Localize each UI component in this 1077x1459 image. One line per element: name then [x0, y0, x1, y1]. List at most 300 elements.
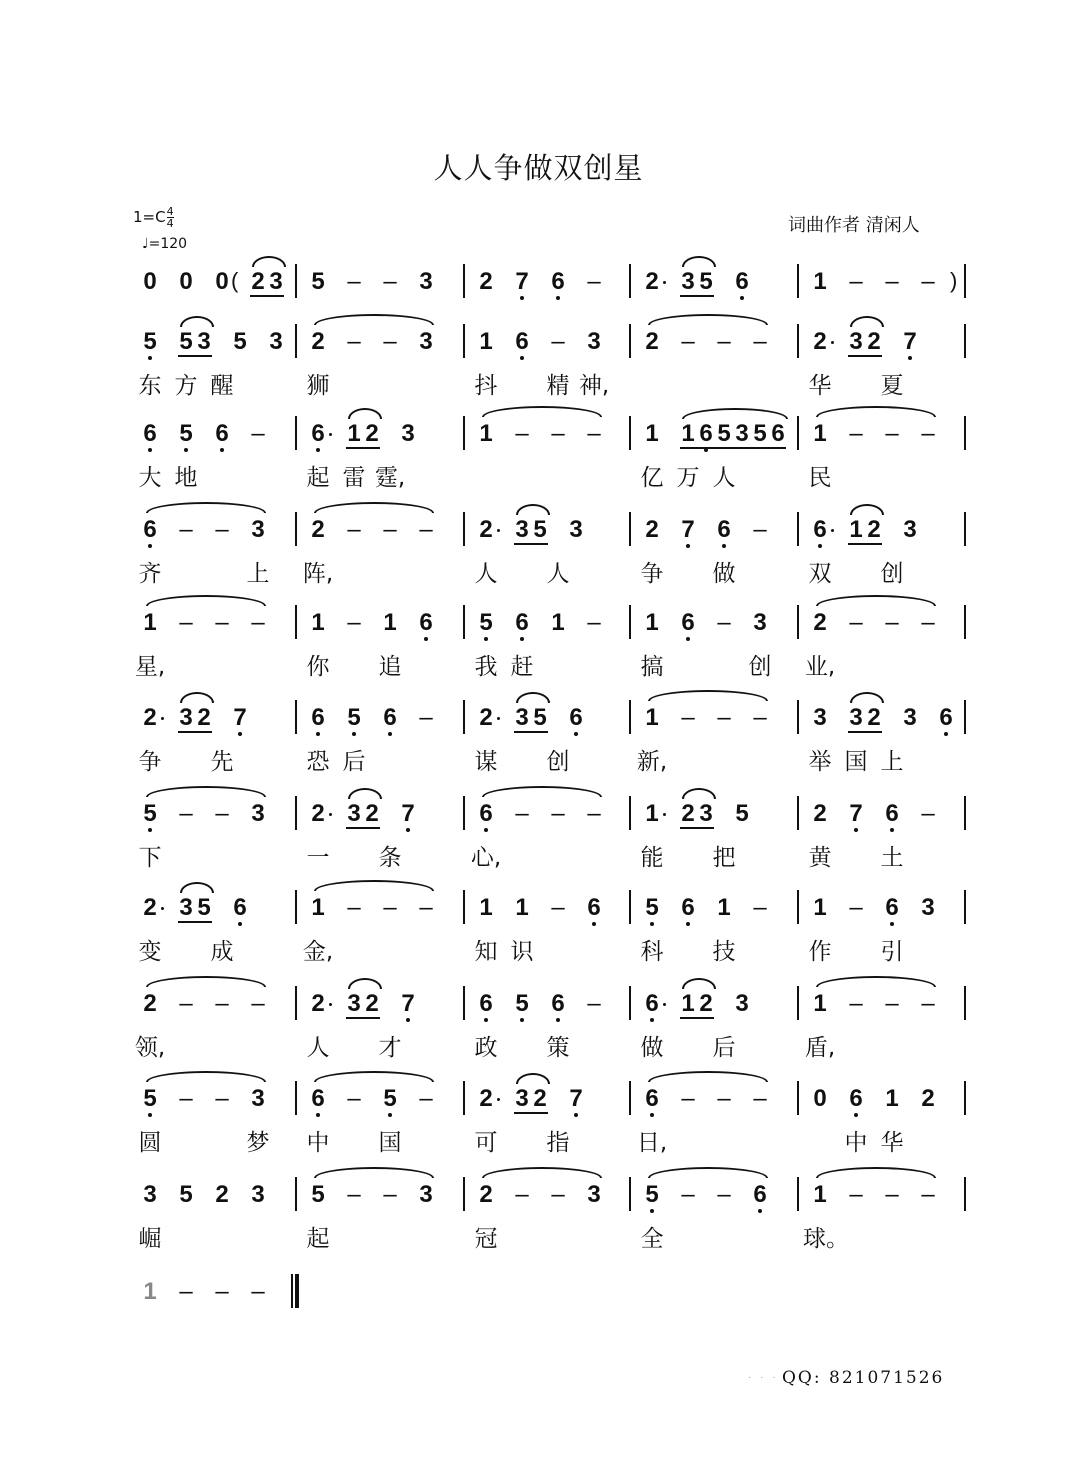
lyric-syllable: 赶 [510, 654, 534, 680]
note: 1 [813, 1181, 827, 1208]
note: 3 [251, 516, 265, 543]
lyric-syllable: 华 [880, 1130, 904, 1156]
tie-arc [146, 1071, 266, 1082]
note: 5 [645, 894, 659, 921]
barline [964, 416, 966, 450]
low-octave-dot [908, 356, 912, 360]
tempo-value: =120 [148, 236, 188, 252]
note: 1 [813, 894, 827, 921]
note: 7 [903, 328, 917, 355]
lyric-syllable: 争 [640, 561, 664, 587]
note: 3 [569, 516, 583, 543]
tie-arc [482, 1167, 602, 1178]
lyric-syllable: 争 [138, 749, 162, 775]
barline [295, 890, 297, 924]
note: 6 [645, 990, 659, 1017]
low-octave-dot [184, 448, 188, 452]
dash-note: – [921, 609, 935, 636]
lyric-syllable: 把 [712, 845, 736, 871]
barline [797, 512, 799, 546]
dash-note: – [215, 609, 229, 636]
dash-note: – [347, 268, 361, 295]
tie-arc [314, 880, 434, 891]
note: 2 [143, 990, 157, 1017]
low-octave-dot [686, 637, 690, 641]
lyric-syllable: 起 [306, 1226, 330, 1252]
note: 3 [515, 704, 529, 731]
note: 6 [143, 420, 157, 447]
note: 6 [753, 1181, 767, 1208]
lyric-syllable: 搞 [640, 654, 664, 680]
low-octave-dot [722, 544, 726, 548]
lyric-syllable: 上 [246, 561, 270, 587]
dash-note: – [347, 1181, 361, 1208]
note: 1 [717, 894, 731, 921]
note: 2 [365, 990, 379, 1017]
dash-note: – [717, 1085, 731, 1112]
barline [463, 796, 465, 830]
note: 2 [311, 990, 325, 1017]
dash-note: – [383, 268, 397, 295]
note: 5 [699, 268, 713, 295]
note: 3 [515, 1085, 529, 1112]
dash-note: – [383, 894, 397, 921]
note: 2 [215, 1181, 229, 1208]
dash-note: – [179, 609, 193, 636]
lyric-syllable: 恐 [306, 749, 330, 775]
dash-note: – [921, 420, 935, 447]
note: 6 [885, 894, 899, 921]
barline [295, 512, 297, 546]
note: 5 [645, 1181, 659, 1208]
low-octave-dot [574, 732, 578, 736]
lyric-syllable: 雷 [342, 465, 366, 491]
note: 3 [419, 328, 433, 355]
note: 6 [479, 800, 493, 827]
barline [797, 890, 799, 924]
lyric-syllable: 方 [174, 373, 198, 399]
note: 2 [645, 328, 659, 355]
note: 3 [753, 609, 767, 636]
lyric-syllable: 地 [174, 465, 198, 491]
note: 1 [645, 420, 659, 447]
lyric-syllable: 盾, [804, 1035, 836, 1061]
low-octave-dot [484, 637, 488, 641]
dash-note: – [753, 894, 767, 921]
dash-note: – [681, 1085, 695, 1112]
barline [629, 264, 631, 298]
lyric-syllable: 先 [210, 749, 234, 775]
dash-note: – [515, 1181, 529, 1208]
dash-note: – [347, 1085, 361, 1112]
note: 3 [347, 800, 361, 827]
dash-note: – [753, 704, 767, 731]
slur-arc [850, 316, 884, 327]
slur-arc [850, 504, 884, 515]
tie-arc [314, 314, 434, 325]
note: 2 [645, 268, 659, 295]
low-octave-dot [148, 356, 152, 360]
note: 5 [179, 420, 193, 447]
low-octave-dot [238, 922, 242, 926]
lyric-syllable: 亿 [640, 465, 664, 491]
low-octave-dot [650, 922, 654, 926]
low-octave-dot [740, 296, 744, 300]
note: 3 [515, 516, 529, 543]
low-octave-dot [484, 1018, 488, 1022]
low-octave-dot [650, 1018, 654, 1022]
note: 3 [251, 800, 265, 827]
tie-arc [146, 976, 266, 987]
low-octave-dot [854, 828, 858, 832]
lyric-syllable: 知 [474, 939, 498, 965]
note: 3 [681, 268, 695, 295]
dash-note: – [717, 1181, 731, 1208]
lyric-syllable: 识 [510, 939, 534, 965]
note: 5 [347, 704, 361, 731]
note: 2 [197, 704, 211, 731]
dash-note: – [885, 420, 899, 447]
lyric-syllable: 人 [474, 561, 498, 587]
augmentation-dot [329, 813, 332, 816]
dash-note: – [515, 420, 529, 447]
lyric-syllable: 双 [808, 561, 832, 587]
low-octave-dot [148, 1113, 152, 1117]
dash-note: – [921, 990, 935, 1017]
barline [629, 890, 631, 924]
barline [629, 416, 631, 450]
barline [463, 986, 465, 1020]
low-octave-dot [592, 922, 596, 926]
low-octave-dot [316, 732, 320, 736]
low-octave-dot [854, 1113, 858, 1117]
dash-note: – [849, 268, 863, 295]
dash-note: – [251, 990, 265, 1017]
lyric-syllable: 万 [676, 465, 700, 491]
qq-dots: · · · [748, 1372, 779, 1383]
lyric-syllable: 变 [138, 939, 162, 965]
barline [463, 264, 465, 298]
slur-arc [348, 978, 382, 989]
barline [797, 324, 799, 358]
dash-note: – [215, 1278, 229, 1305]
key-signature [133, 206, 174, 229]
lyric-syllable: 国 [844, 749, 868, 775]
lyric-syllable: 夏 [880, 373, 904, 399]
note: 2 [251, 268, 265, 295]
note: 3 [179, 704, 193, 731]
note: 6 [515, 609, 529, 636]
dash-note: – [347, 516, 361, 543]
lyric-syllable: 土 [880, 845, 904, 871]
lyric-syllable: 引 [880, 939, 904, 965]
augmentation-dot [663, 813, 666, 816]
note: 5 [143, 800, 157, 827]
note: 1 [479, 420, 493, 447]
note: 6 [383, 704, 397, 731]
barline [463, 324, 465, 358]
dash-note: – [215, 1085, 229, 1112]
note: 6 [717, 516, 731, 543]
low-octave-dot [520, 1018, 524, 1022]
barline [295, 416, 297, 450]
augmentation-dot [497, 1098, 500, 1101]
lyric-syllable: 作 [808, 939, 832, 965]
note: 5 [533, 704, 547, 731]
note: 3 [903, 516, 917, 543]
barline [964, 324, 966, 358]
note: 2 [143, 894, 157, 921]
lyric-syllable: 创 [546, 749, 570, 775]
barline [295, 324, 297, 358]
quarter-note-icon: ♩ [142, 236, 149, 252]
note: 7 [401, 800, 415, 827]
barline [797, 796, 799, 830]
slur-arc [850, 692, 884, 703]
note: 6 [681, 894, 695, 921]
barline [964, 1081, 966, 1115]
tie-arc [146, 595, 266, 606]
dash-note: – [419, 516, 433, 543]
dash-note: – [419, 1085, 433, 1112]
note: 6 [939, 704, 953, 731]
note: 3 [269, 268, 283, 295]
lyric-syllable: 领, [134, 1035, 166, 1061]
low-octave-dot [406, 828, 410, 832]
tie-arc [648, 314, 768, 325]
lyric-syllable: 金, [302, 939, 334, 965]
note: 5 [533, 516, 547, 543]
note: 3 [419, 268, 433, 295]
dash-note: – [885, 268, 899, 295]
lyric-syllable: 政 [474, 1035, 498, 1061]
barline [964, 605, 966, 639]
dash-note: – [717, 328, 731, 355]
dash-note: – [551, 328, 565, 355]
slur-arc [516, 1073, 550, 1084]
low-octave-dot [890, 922, 894, 926]
note: 5 [717, 420, 731, 447]
low-octave-dot [388, 1113, 392, 1117]
note: 5 [753, 420, 767, 447]
tie-arc [146, 502, 266, 513]
lyric-syllable: 谋 [474, 749, 498, 775]
dash-note: – [921, 800, 935, 827]
dash-note: – [849, 609, 863, 636]
low-octave-dot [148, 448, 152, 452]
barline [797, 1081, 799, 1115]
lyric-syllable: 一 [306, 845, 330, 871]
note: 3 [587, 1181, 601, 1208]
low-octave-dot [650, 1209, 654, 1213]
dash-note: – [383, 1181, 397, 1208]
note: 2 [311, 516, 325, 543]
lyric-syllable: 国 [378, 1130, 402, 1156]
eighth-underline [346, 1017, 380, 1019]
note: 0 [215, 268, 229, 295]
note: 3 [699, 800, 713, 827]
note: 3 [813, 704, 827, 731]
dash-note: – [587, 990, 601, 1017]
dash-note: – [849, 990, 863, 1017]
author-credit: 词曲作者 清闲人 [788, 215, 920, 236]
dash-note: – [885, 1181, 899, 1208]
dash-note: – [921, 268, 935, 295]
note: 0 [813, 1085, 827, 1112]
low-octave-dot [424, 637, 428, 641]
lyric-syllable: 人 [712, 465, 736, 491]
note: 1 [311, 894, 325, 921]
dash-note: – [347, 609, 361, 636]
note: 7 [569, 1085, 583, 1112]
slur-arc [180, 692, 214, 703]
open-paren: ( [231, 268, 239, 293]
note: 1 [479, 894, 493, 921]
note: 1 [515, 894, 529, 921]
note: 6 [735, 268, 749, 295]
note: 3 [347, 990, 361, 1017]
lyric-syllable: 梦 [246, 1130, 270, 1156]
note: 2 [311, 328, 325, 355]
note: 1 [347, 420, 361, 447]
lyric-syllable: 崛 [138, 1226, 162, 1252]
lyric-syllable: 成 [210, 939, 234, 965]
eighth-underline [514, 1112, 548, 1114]
dash-note: – [179, 990, 193, 1017]
lyric-syllable: 新, [636, 749, 668, 775]
dash-note: – [383, 328, 397, 355]
dash-note: – [753, 328, 767, 355]
note: 6 [681, 609, 695, 636]
tie-arc [314, 1071, 434, 1082]
lyric-syllable: 狮 [306, 373, 330, 399]
low-octave-dot [352, 732, 356, 736]
note: 3 [419, 1181, 433, 1208]
dash-note: – [215, 516, 229, 543]
low-octave-dot [574, 1113, 578, 1117]
lyric-syllable: 才 [378, 1035, 402, 1061]
note: 1 [311, 609, 325, 636]
dash-note: – [849, 420, 863, 447]
barline [797, 264, 799, 298]
note: 2 [867, 328, 881, 355]
lyric-syllable: 星, [134, 654, 166, 680]
low-octave-dot [890, 828, 894, 832]
low-octave-dot [818, 544, 822, 548]
time-signature [167, 206, 174, 229]
note: 6 [771, 420, 785, 447]
note: 6 [569, 704, 583, 731]
note: 0 [179, 268, 193, 295]
barline [629, 324, 631, 358]
note: 1 [813, 990, 827, 1017]
eighth-underline [680, 447, 786, 449]
barline [463, 1081, 465, 1115]
note: 1 [645, 609, 659, 636]
qq-contact: QQ: 821071526 [782, 1368, 945, 1388]
barline [629, 605, 631, 639]
barline [629, 986, 631, 1020]
low-octave-dot [238, 732, 242, 736]
note: 2 [921, 1085, 935, 1112]
note: 2 [813, 800, 827, 827]
low-octave-dot [388, 732, 392, 736]
note: 2 [867, 704, 881, 731]
barline [463, 1177, 465, 1211]
lyric-syllable: 民 [808, 465, 832, 491]
augmentation-dot [831, 529, 834, 532]
lyric-syllable: 条 [378, 845, 402, 871]
barline [629, 1081, 631, 1115]
note: 2 [813, 609, 827, 636]
note: 5 [179, 1181, 193, 1208]
barline [797, 416, 799, 450]
low-octave-dot [556, 1018, 560, 1022]
note: 5 [197, 894, 211, 921]
eighth-underline [848, 543, 882, 545]
lyric-syllable: 醒 [210, 373, 234, 399]
note: 6 [515, 328, 529, 355]
final-barline [295, 1274, 299, 1308]
tie-arc [648, 1071, 768, 1082]
time-denominator: 4 [166, 217, 174, 230]
note: 2 [365, 420, 379, 447]
note: 3 [587, 328, 601, 355]
lyric-syllable: 大 [138, 465, 162, 491]
note: 6 [551, 990, 565, 1017]
dash-note: – [551, 1181, 565, 1208]
note: 1 [681, 990, 695, 1017]
close-paren: ) [950, 268, 958, 293]
note: 6 [479, 990, 493, 1017]
barline [295, 605, 297, 639]
note: 3 [251, 1085, 265, 1112]
note: 7 [681, 516, 695, 543]
dash-note: – [921, 1181, 935, 1208]
dash-note: – [849, 894, 863, 921]
note: 2 [365, 800, 379, 827]
lyric-syllable: 中 [306, 1130, 330, 1156]
note: 2 [143, 704, 157, 731]
barline [964, 986, 966, 1020]
lyric-syllable: 下 [138, 845, 162, 871]
lyric-syllable: 起 [306, 465, 330, 491]
note: 6 [849, 1085, 863, 1112]
barline [463, 700, 465, 734]
tie-arc [482, 786, 602, 797]
augmentation-dot [497, 717, 500, 720]
lyric-syllable: 日, [636, 1130, 668, 1156]
dash-note: – [753, 516, 767, 543]
note: 3 [849, 704, 863, 731]
slur-arc [516, 504, 550, 515]
dash-note: – [885, 609, 899, 636]
slur-arc [682, 788, 716, 799]
low-octave-dot [484, 828, 488, 832]
low-octave-dot [520, 296, 524, 300]
note: 5 [479, 609, 493, 636]
low-octave-dot [148, 828, 152, 832]
barline [797, 700, 799, 734]
eighth-underline [178, 921, 212, 923]
low-octave-dot [944, 732, 948, 736]
barline [964, 512, 966, 546]
low-octave-dot [406, 1018, 410, 1022]
dash-note: – [717, 609, 731, 636]
lyric-syllable: 抖 [474, 373, 498, 399]
lyric-syllable: 华 [808, 373, 832, 399]
dash-note: – [383, 516, 397, 543]
